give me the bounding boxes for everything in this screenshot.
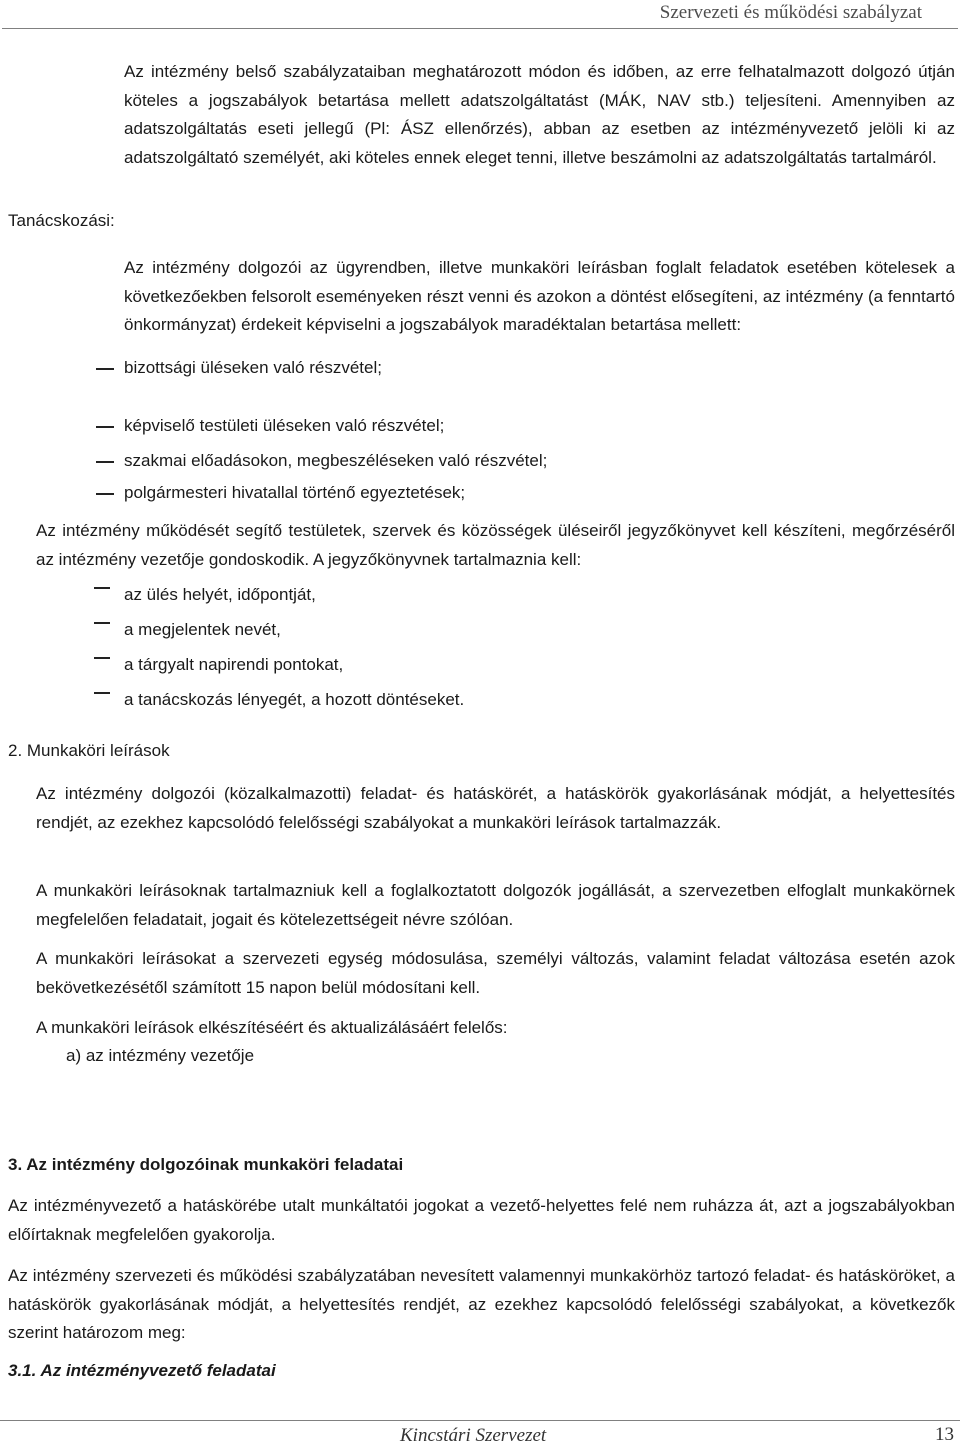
page-number: 13	[935, 1424, 954, 1445]
header-divider	[2, 28, 958, 29]
list-item	[124, 583, 316, 607]
tanacskozasi-paragraph: Az intézmény dolgozói az ügyrendben, illetve munkaköri leírásban foglalt feladatok esetében kötelesek a következőekben felsorolt eseményeken részt venni és azokon a döntést elősegíteni, az intézmény (a fenntartó önkormányzat) érdekeit képviselni a jogszabályok maradéktalan betartása mellett:	[124, 258, 955, 334]
dash-bullet	[94, 622, 110, 624]
dash-bullet	[94, 692, 110, 694]
section-2-paragraph-3: A munkaköri leírásokat a szervezeti egység módosulása, személyi változás, valamint feladat változása esetén azok bekövetkezésétől számított 15 napon belül módosítani kell.	[36, 949, 955, 997]
footer-organization: Kincstári Szervezet	[400, 1425, 547, 1446]
section-3-paragraph-1: Az intézményvezető a hatáskörébe utalt munkáltatói jogokat a vezető-helyettes felé nem ruházza át, azt a jogszabályokban előírtaknak megfelelően gyakorolja.	[8, 1196, 955, 1244]
section-3-1-heading: 3.1. Az intézményvezető feladatai	[8, 1361, 276, 1380]
section-3-paragraph-2: Az intézmény szervezeti és működési szabályzatában nevesített valamennyi munkakörhöz tartozó feladat- és hatásköröket, a hatáskörök gyakorlásának módját, a helyettesítés rendjét, az ezekhez kapcsolódó felelősségi szabályokat, a következők szerint határozom meg:	[8, 1266, 955, 1342]
list-item	[124, 449, 547, 473]
list-item-text: a tanácskozás lényegét, a hozott döntéseket.	[124, 690, 465, 709]
list-item	[124, 481, 465, 505]
dash-bullet	[94, 657, 110, 659]
list-item	[124, 618, 281, 642]
dash-bullet	[96, 493, 114, 495]
header-title: Szervezeti és működési szabályzat	[659, 2, 922, 23]
tanacskozasi-label: Tanácskozási:	[8, 211, 115, 230]
list-item-text: a megjelentek nevét,	[124, 620, 281, 639]
list-item-text: polgármesteri hivatallal történő egyeztetések;	[124, 483, 466, 502]
list-item-text: a tárgyalt napirendi pontokat,	[124, 655, 344, 674]
section-2-heading: 2. Munkaköri leírások	[8, 741, 170, 760]
list-item	[124, 653, 343, 677]
jegyzokonyv-paragraph: Az intézmény működését segítő testületek, szervek és közösségek üléseiről jegyzőkönyvet kell készíteni, megőrzéséről az intézmény vezetője gondoskodik. A jegyzőkönyvnek tartalmaznia kell:	[36, 521, 955, 569]
list-item-text: az ülés helyét, időpontját,	[124, 585, 316, 604]
list-item-text: bizottsági üléseken való részvétel;	[124, 358, 382, 377]
section-2-paragraph-2: A munkaköri leírásoknak tartalmazniuk kell a foglalkoztatott dolgozók jogállását, a szervezetben elfoglalt munkakörnek megfelelően feladatait, jogait és kötelezettségeit névre szólóan.	[36, 881, 955, 929]
list-item-a: a) az intézmény vezetője	[66, 1046, 255, 1065]
section-2-paragraph-1: Az intézmény dolgozói (közalkalmazotti) feladat- és hatáskörét, a hatáskörök gyakorlásának módját, a helyettesítés rendjét, az ezekhez kapcsolódó felelősségi szabályokat a munkaköri leírások tartalmazzák.	[36, 784, 955, 832]
list-item	[124, 414, 444, 438]
section-3-heading: 3. Az intézmény dolgozóinak munkaköri feladatai	[8, 1155, 404, 1174]
list-item	[124, 356, 382, 380]
footer-divider	[0, 1420, 960, 1421]
section-2-paragraph-4: A munkaköri leírások elkészítéséért és aktualizálásáért felelős:	[36, 1018, 508, 1037]
dash-bullet	[94, 587, 110, 589]
dash-bullet	[96, 461, 114, 463]
dash-bullet	[96, 426, 114, 428]
adatszolgaltatas-paragraph: Az intézmény belső szabályzataiban meghatározott módon és időben, az erre felhatalmazott dolgozó útján köteles a jogszabályok betartása mellett adatszolgáltatást (MÁK, NAV stb.) teljesíteni. Amennyiben az adatszolgáltatás eseti jellegű (Pl: ÁSZ ellenőrzés), abban az esetben az intézményvezető jelöli ki az adatszolgáltató személyét, aki köteles ennek eleget tenni, illetve beszámolni az adatszolgáltatás tartalmáról.	[124, 62, 955, 167]
dash-bullet	[96, 368, 114, 370]
list-item-text: szakmai előadásokon, megbeszéléseken való részvétel;	[124, 451, 548, 470]
list-item-text: képviselő testületi üléseken való részvétel;	[124, 416, 445, 435]
list-item	[124, 688, 464, 712]
